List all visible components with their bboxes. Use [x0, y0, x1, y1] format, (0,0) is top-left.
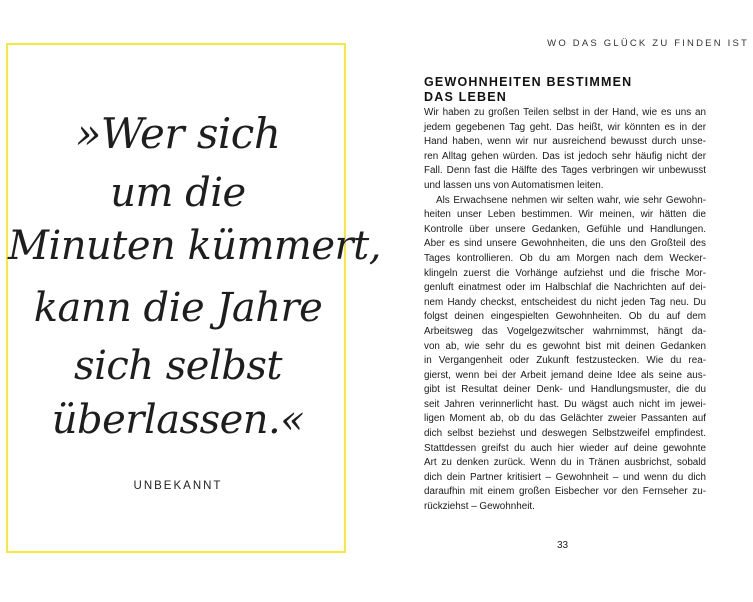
quote-author: UNBEKANNT — [133, 480, 223, 492]
body-line: Stattdessen greifst du auch hier wieder auf deine gewohnte — [424, 442, 706, 454]
body-line: Tages kontrollieren. Ob du am Morgen nach dem Wecker- — [424, 252, 706, 264]
body-line: von ab, wie sehr du es gewohnt bist mit deinen Gedanken — [424, 340, 706, 352]
body-line: genluft einatmest oder im Halbschlaf die Nachrichten auf dei- — [424, 282, 706, 294]
body-line: Wir haben zu großen Teilen selbst in der Hand, wie es uns an — [424, 107, 706, 118]
quote-line: kann die Jahre — [33, 285, 323, 331]
body-line: folgst deinen eingespielten Gewohnheiten. Ob du auf dem — [424, 311, 706, 323]
quote-line: um die — [110, 170, 246, 216]
body-line: Als Erwachsene nehmen wir selten wahr, wie sehr Gewohn- — [436, 194, 706, 206]
body-line: Arbeitsweg das Vogelgezwitscher wahrnimmst, hängt da- — [424, 325, 706, 337]
chapter-heading-line: DAS LEBEN — [424, 90, 508, 104]
body-line: seit Jahren verinnerlicht hast. Du wägst auch nicht im jewei- — [424, 398, 706, 410]
body-line: in Vergangenheit oder Zukunft festzustecken. Wie du rea- — [424, 355, 706, 367]
body-line: Aber es sind unsere Gewohnheiten, die uns den Großteil des — [424, 238, 706, 250]
body-line: heiten unser Leben bestimmen. Wir meinen, wir hätten die — [424, 209, 706, 221]
body-line: dich dein Partner kritisiert – Gewohnheit – und wenn du dich — [424, 471, 706, 483]
body-line: nem Handy checkst, entscheidest du nicht jeden Tag neu. Du — [424, 296, 706, 308]
quote-line: Minuten kümmert, — [8, 223, 381, 269]
body-line: ligen Moment ab, ob du das Gelächter zweier Passanten auf — [424, 413, 706, 425]
running-head: WO DAS GLÜCK ZU FINDEN IST — [547, 38, 749, 49]
quote-line: überlassen.« — [51, 397, 305, 443]
body-line: Kontrolle über unsere Gedanken, Gefühle und Handlungen. — [424, 223, 706, 235]
quote-frame — [6, 43, 381, 553]
body-line: Hand haben, wenn wir nur ausreichend bewusst durch unse- — [424, 136, 706, 148]
quote-line: »Wer sich — [75, 109, 281, 158]
body-line: dich selbst beziehst und deswegen Selbstzweifel empfindest. — [424, 428, 706, 440]
body-line: gierst, wenn bei der Arbeit jemand deine Idee als seine aus- — [424, 369, 706, 381]
body-line: klingeln zuerst die Vorhänge aufziehst und die frische Mor- — [424, 267, 706, 279]
body-line: und lassen uns von Automatismen leiten. — [424, 179, 604, 191]
body-line: daraufhin mit einem großen Eisbecher vor den Fernseher zu- — [424, 486, 706, 498]
chapter-heading — [424, 75, 724, 105]
body-line: ren Alltag gehen würden. Das ist jedoch sehr häufig nicht der — [424, 150, 706, 162]
body-line: Fall. Denn fast die Hälfte des Tages verbringen wir unbewusst — [424, 165, 706, 177]
body-text — [424, 106, 706, 515]
quote-line: sich selbst — [74, 343, 282, 389]
body-line: rückziehst – Gewohnheit. — [424, 501, 535, 513]
body-line: gibt ist Resultat deiner Denk- und Handlungsmuster, die du — [424, 384, 706, 396]
body-line: Art zu denken zurück. Wenn du in Tränen ausbrichst, sobald — [424, 457, 706, 469]
body-line: jedem gegebenen Tag geht. Das heißt, wir könnten es in der — [424, 121, 706, 133]
page-number: 33 — [557, 540, 569, 551]
chapter-heading-line: GEWOHNHEITEN BESTIMMEN — [424, 75, 633, 89]
